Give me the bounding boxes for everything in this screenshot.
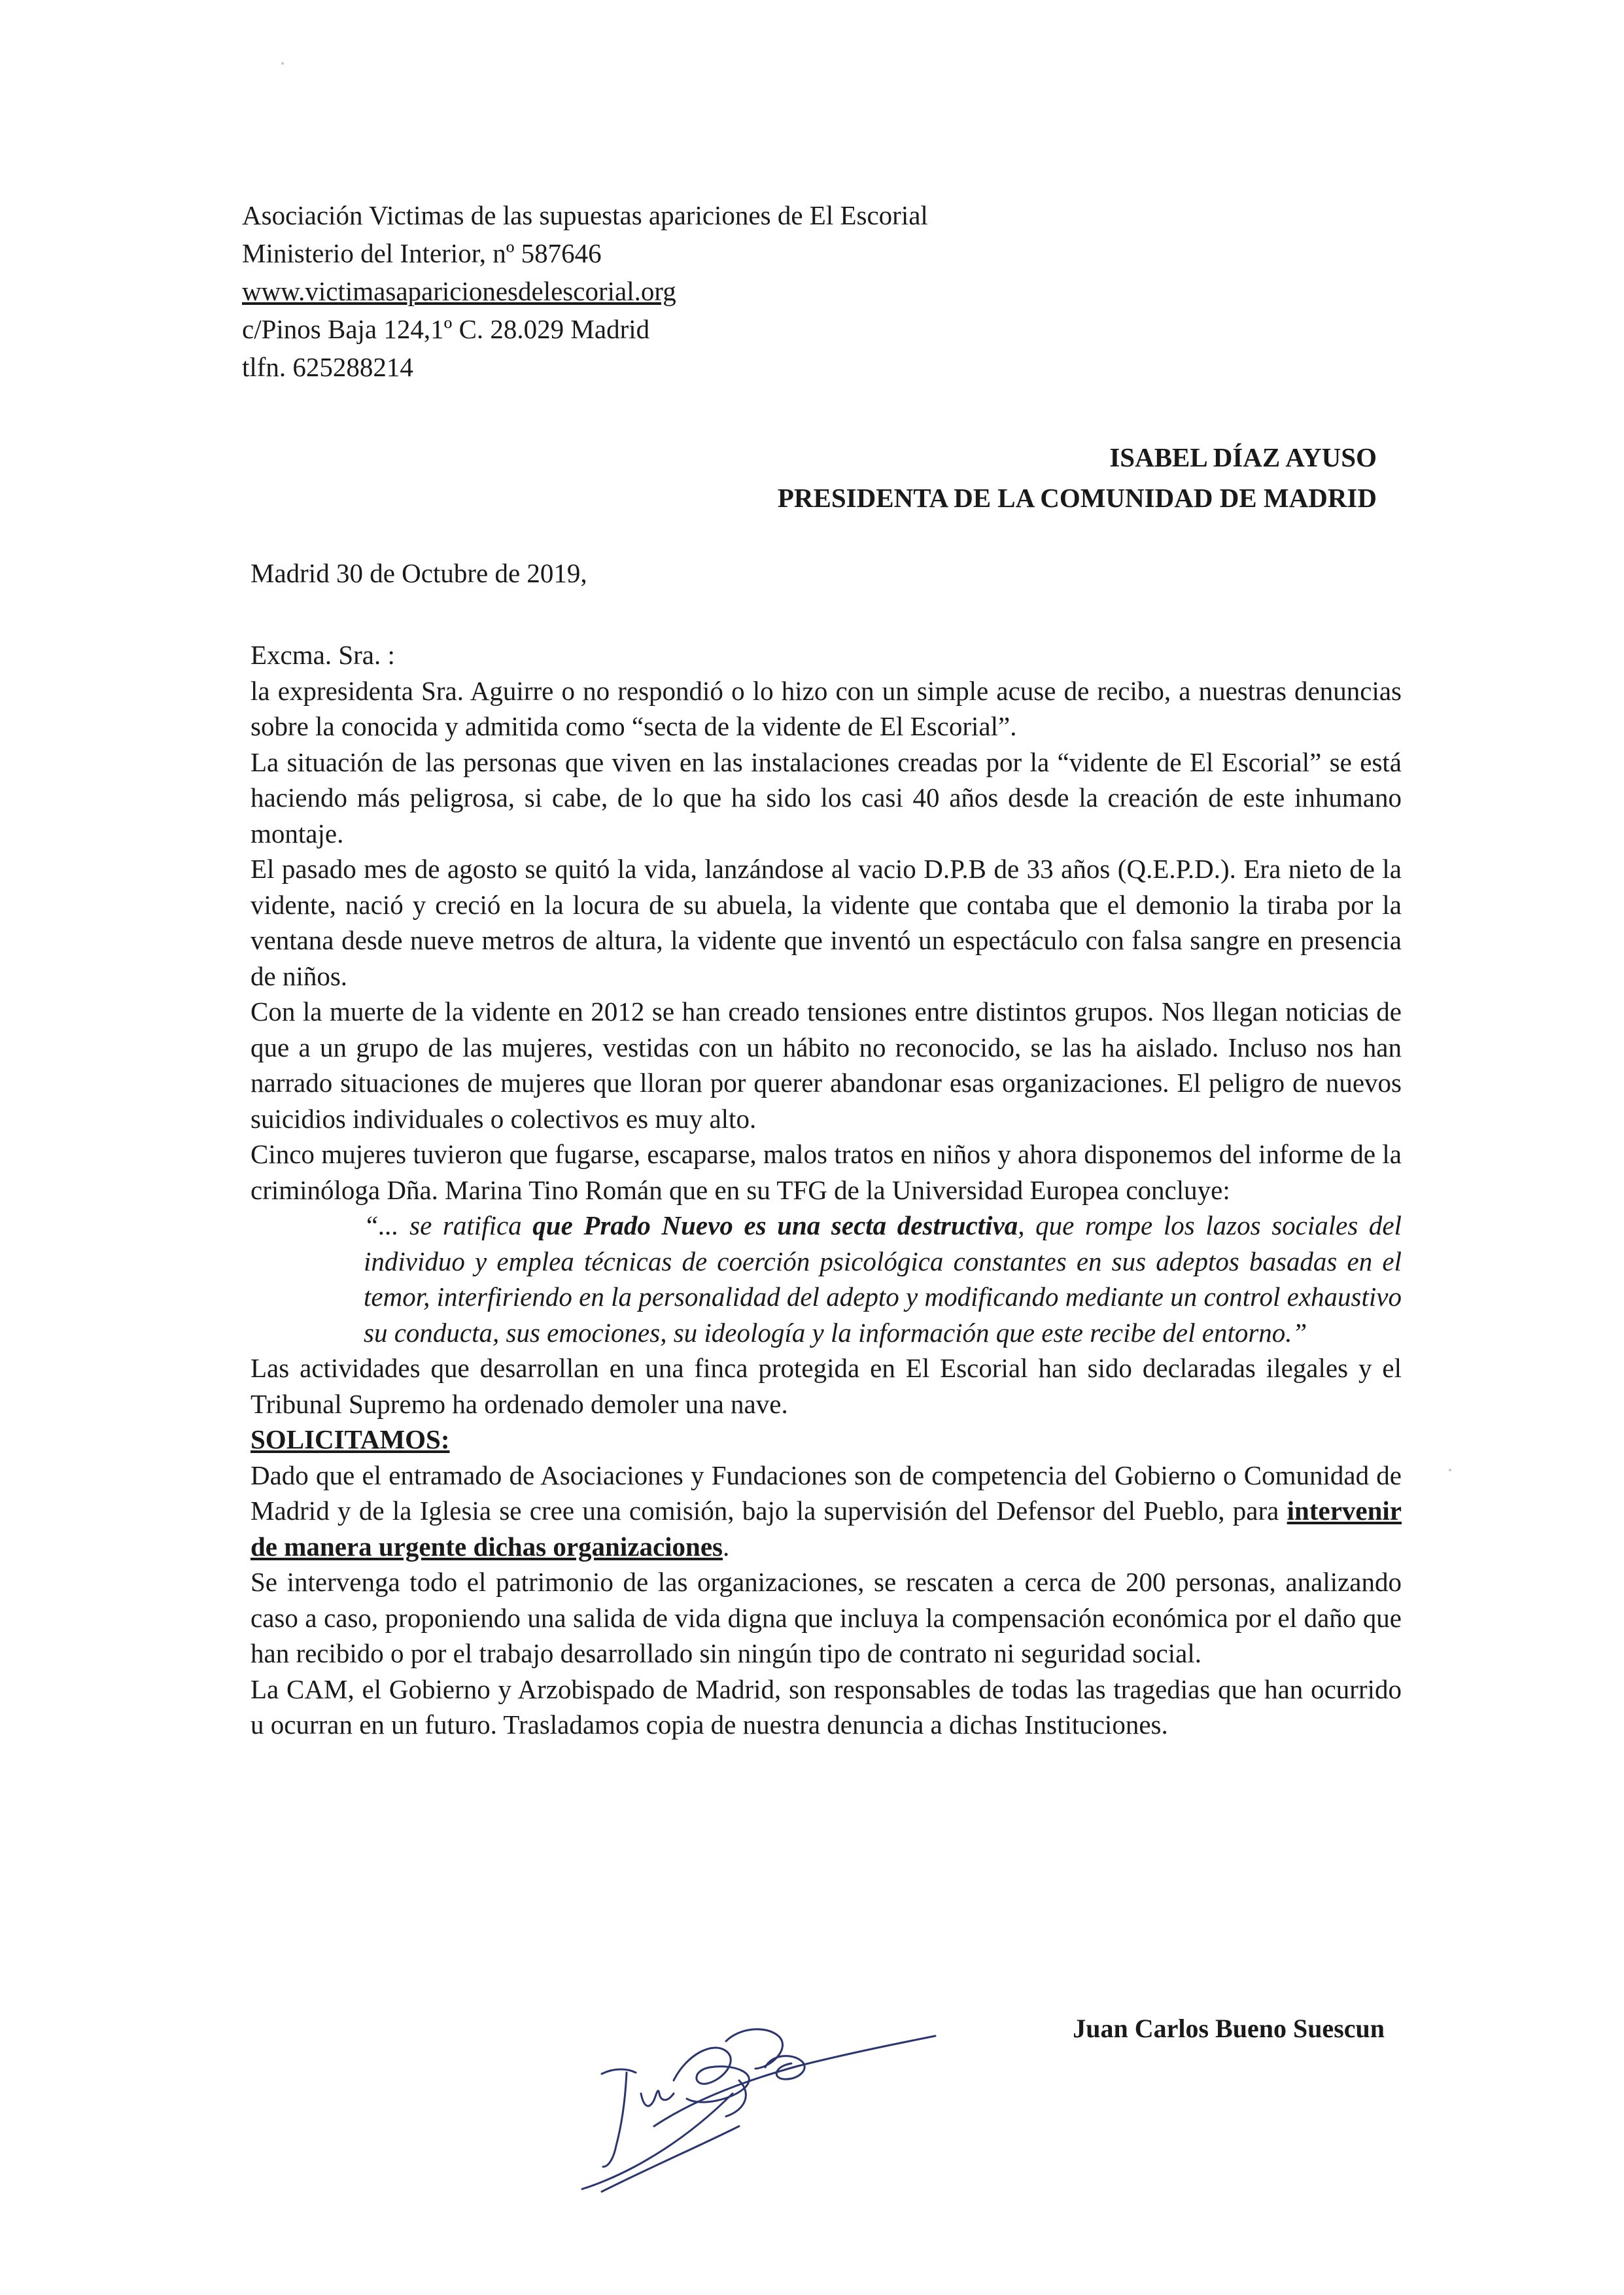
letter-date: Madrid 30 de Octubre de 2019,: [251, 558, 587, 588]
scan-speck: [281, 62, 284, 65]
scan-speck: [1449, 1469, 1451, 1471]
quote-text: “... se ratifica: [364, 1210, 533, 1240]
paragraph: [251, 1458, 1402, 1565]
paragraph: Con la muerte de la vidente en 2012 se han creado tensiones entre distintos grupos. Nos llegan noticias de que a un grupo de las mujeres, vestidas con un hábito no reconocido, se las ha aislado. Incluso nos han narrado situaciones de mujeres que lloran por querer abandonar esas organizaciones. El peligro de nuevos suicidios individuales o colectivos es muy alto.: [251, 996, 1402, 1134]
paragraph: la expresidenta Sra. Aguirre o no respondió o lo hizo con un simple acuse de recibo, a nuestras denuncias sobre la conocida y admitida como “secta de la vidente de El Escorial”.: [251, 675, 1402, 741]
sender-phone: tlfn. 625288214: [242, 352, 413, 382]
paragraph-text: .: [722, 1531, 730, 1562]
quote-emphasis: que Prado Nuevo es una secta destructiva: [532, 1210, 1018, 1240]
paragraph: Se intervenga todo el patrimonio de las organizaciones, se rescaten a cerca de 200 personas, analizando caso a caso, proponiendo una salida de vida digna que incluya la compensación económica por el daño que han recibido o por el trabajo desarrollado sin ningún tipo de contrato ni seguridad social.: [251, 1567, 1402, 1668]
quote-text: , que rompe los lazos sociales del individuo y emplea técnicas de coerción psicológica constantes en sus adeptos basadas en el temor, interfiriendo en la personalidad del adepto y modificando mediante un control exhaustivo su conducta, sus emociones, su ideología y la información que este recibe del entorno.”: [364, 1210, 1402, 1348]
paragraph: Cinco mujeres tuvieron que fugarse, escaparse, malos tratos en niños y ahora disponemos del informe de la criminóloga Dña. Marina Tino Román que en su TFG de la Universidad Europea concluye:: [251, 1139, 1402, 1205]
recipient-block: [589, 437, 1377, 518]
recipient-title: PRESIDENTA DE LA COMUNIDAD DE MADRID: [777, 483, 1377, 513]
paragraph-emphasis: intervenir de manera urgente dichas organizaciones: [251, 1496, 1402, 1562]
salutation: Excma. Sra. :: [251, 640, 395, 670]
signer-name: Juan Carlos Bueno Suescun: [1073, 2014, 1385, 2043]
paragraph: Las actividades que desarrollan en una finca protegida en El Escorial han sido declaradas ilegales y el Tribunal Supremo ha ordenado demoler una nave.: [251, 1353, 1402, 1419]
paragraph: La situación de las personas que viven en las instalaciones creadas por la “vidente de El Escorial” se está haciendo más peligrosa, si cabe, de lo que ha sido los casi 40 años desde la creación de este inhumano montaje.: [251, 746, 1402, 849]
sender-registry: Ministerio del Interior, nº 587646: [242, 238, 602, 268]
paragraph-text: Dado que el entramado de Asociaciones y Fundaciones son de competencia del Gobierno o Comunidad de Madrid y de la Iglesia se cree una comisión, bajo la supervisión del Defensor del Pueblo, para: [251, 1460, 1402, 1526]
block-quote: [364, 1208, 1402, 1350]
sender-address: c/Pinos Baja 124,1º C. 28.029 Madrid: [242, 314, 650, 344]
section-heading: SOLICITAMOS:: [251, 1424, 450, 1454]
recipient-name: ISABEL DÍAZ AYUSO: [1109, 442, 1377, 472]
sender-org: Asociación Victimas de las supuestas apariciones de El Escorial: [242, 200, 928, 230]
sender-website-link[interactable]: www.victimasaparicionesdelescorial.org: [242, 276, 676, 306]
paragraph: La CAM, el Gobierno y Arzobispado de Madrid, son responsables de todas las tragedias que han ocurrido u ocurran en un futuro. Trasladamos copia de nuestra denuncia a dichas Instituciones.: [251, 1673, 1402, 1740]
sender-block: [242, 196, 1158, 386]
letter-body: [251, 637, 1402, 1743]
paragraph: El pasado mes de agosto se quitó la vida, lanzándose al vacio D.P.B de 33 años (Q.E.P.D.). Era nieto de la vidente, nació y creció en la locura de su abuela, la vidente que contaba que el demonio la tiraba por la ventana desde nueve metros de altura, la vidente que inventó un espectáculo con falsa sangre en presencia de niños.: [251, 854, 1402, 991]
